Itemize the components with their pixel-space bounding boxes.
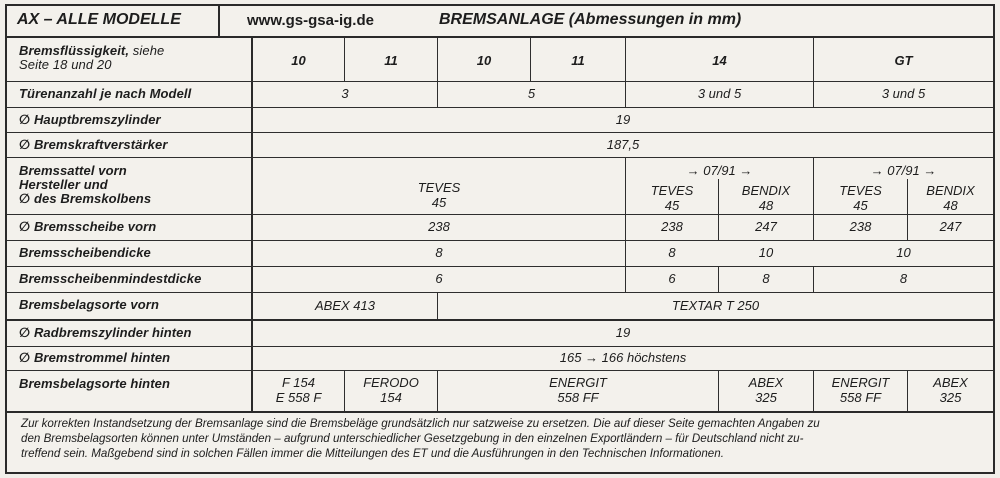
caliper-group2-note: → 07/91 → [870,163,937,178]
front-pads-col-1: ABEX 413 [315,298,375,313]
row-label-master-cylinder: ∅ Hauptbremszylinder [19,112,161,127]
rear-pads-col-3: ENERGIT 558 FF [549,375,607,405]
brake-booster-value: 187,5 [606,137,640,152]
row-label-front-caliper: Bremssattel vorn Hersteller und ∅ des Bremskolbens [19,163,152,206]
fluid-col-4: 11 [571,53,585,68]
caliper-g2-bendix: BENDIX 48 [926,183,975,213]
thickness-col-3: 10 [758,245,774,260]
caliper-g1-bendix: BENDIX 48 [741,183,791,213]
disc-col-1: 238 [428,219,450,234]
row-label-rear-pads: Bremsbelagsorte hinten [19,376,171,391]
thickness-col-1: 8 [435,245,443,260]
doors-col-2: 5 [527,86,536,101]
row-label-disc-thickness: Bremsscheibendicke [19,245,151,260]
row-label-front-disc: ∅ Bremsscheibe vorn [19,219,157,234]
fluid-col-2: 11 [384,53,398,68]
model-heading: AX – ALLE MODELLE [17,11,181,28]
minthick-col-4: 8 [899,271,908,286]
caliper-main: TEVES 45 [417,180,461,210]
rear-drum-value: 165 → 166 höchstens [559,350,687,365]
header-divider [218,6,220,36]
row-label-front-pads: Bremsbelagsorte vorn [19,297,159,312]
page-title: BREMSANLAGE (Abmessungen in mm) [439,11,742,28]
doors-col-3: 3 und 5 [697,86,742,101]
master-cylinder-value: 19 [615,112,631,127]
disc-col-5: 247 [939,219,962,234]
row-label-doors: Türenanzahl je nach Modell [19,86,192,101]
rear-pads-col-4: ABEX 325 [748,375,784,405]
disc-col-2: 238 [661,219,683,234]
rear-pads-col-6: ABEX 325 [933,375,968,405]
row-label-rear-wheel-cylinder: ∅ Radbremszylinder hinten [19,325,192,340]
caliper-g2-teves: TEVES 45 [839,183,882,213]
fluid-col-6: GT [894,53,913,68]
spec-sheet [5,4,995,474]
minthick-col-1: 6 [435,271,443,286]
caliper-group1-note: → 07/91 → [686,163,753,178]
row-label-rear-drum: ∅ Bremstrommel hinten [19,350,171,365]
rear-pads-col-2: FERODO 154 [363,375,419,405]
footnote: Zur korrekten Instandsetzung der Bremsanlage sind die Bremsbeläge grundsätzlich nur satzweise zu ersetzen. Die auf dieser Seite gemachten Angaben zu den Bremsbelagsorten können unter Umständen – aufgrund unterschiedlicher Gesetzgebung in den einzelnen Exportländern – für Deutschland nicht zu- treffend sein. Maßgebend sind in solchen Fällen immer die Mitteilungen des ET und die Ausführungen in den Technischen Informationen. [21,417,820,461]
header-rule [7,36,993,38]
disc-col-4: 238 [849,219,872,234]
rear-pads-col-5: ENERGIT 558 FF [831,375,890,405]
row-label-brake-fluid: Bremsflüssigkeit, siehe Seite 18 und 20 [19,43,165,72]
thickness-col-4: 10 [896,245,911,260]
row-label-brake-booster: ∅ Bremskraftverstärker [19,137,168,152]
minthick-col-3: 8 [762,271,770,286]
rear-pads-col-1: F 154 E 558 F [275,375,322,405]
row-label-disc-min-thickness: Bremsscheibenmindestdicke [19,271,202,286]
fluid-col-1: 10 [291,53,306,68]
rear-wheel-cylinder-value: 19 [615,325,631,340]
doors-col-1: 3 [341,86,349,101]
fluid-col-5: 14 [712,53,727,68]
doors-col-4: 3 und 5 [881,86,926,101]
thickness-col-2: 8 [668,245,676,260]
front-pads-col-2: TEXTAR T 250 [671,298,760,313]
minthick-col-2: 6 [668,271,676,286]
website-url: www.gs-gsa-ig.de [247,12,374,29]
disc-col-3: 247 [755,219,777,234]
fluid-col-3: 10 [476,53,492,68]
caliper-g1-teves: TEVES 45 [650,183,694,213]
